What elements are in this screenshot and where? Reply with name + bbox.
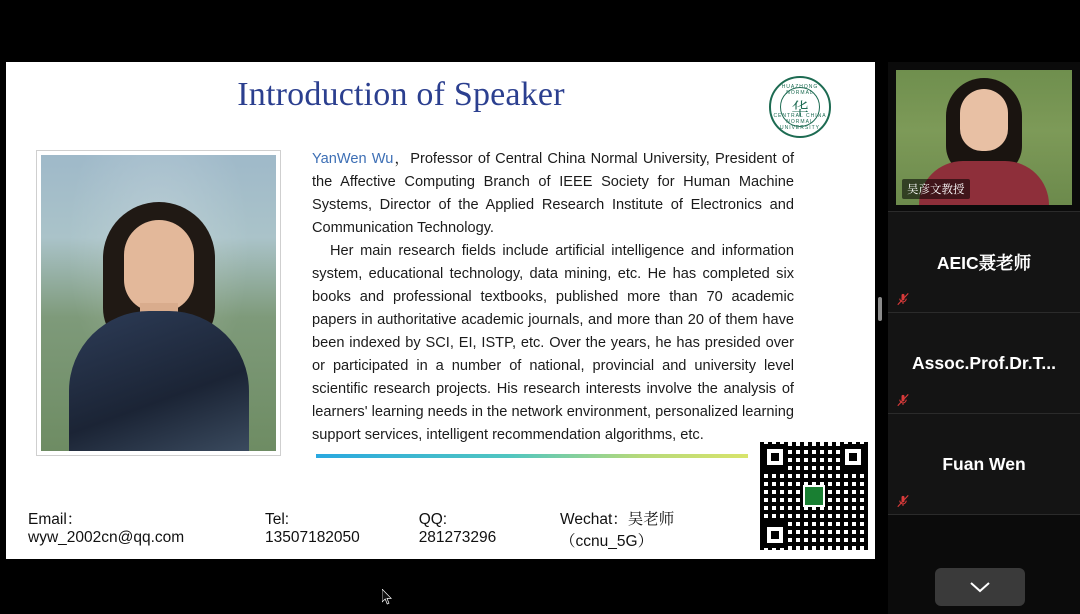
mic-muted-icon <box>896 393 910 407</box>
contact-tel: Tel: 13507182050 <box>264 511 360 546</box>
contact-wechat: Wechat：吴老师（ccnu_5G） <box>560 511 675 550</box>
speaker-bio <box>312 148 794 447</box>
gradient-divider <box>316 454 748 458</box>
panel-drag-handle[interactable] <box>878 297 882 321</box>
participant-tile-audio[interactable] <box>888 313 1080 414</box>
participant-name-badge: 吴彦文教授 <box>902 179 970 199</box>
shared-screen-slide[interactable] <box>6 62 875 559</box>
slide-title: Introduction of Speaker <box>237 76 565 113</box>
participant-video-feed <box>896 70 1072 205</box>
speaker-name: YanWen Wu <box>312 151 394 167</box>
top-black-bar <box>0 0 1080 62</box>
bio-paragraph-1: ，Professor of Central China Normal University, President of the Affective Computing Branch of IEEE Society for Human Machine Systems, Director of the Applied Research Institute of Electronics and Communication Technology. <box>312 151 794 236</box>
mic-muted-icon <box>896 292 910 306</box>
university-seal-icon <box>769 76 831 138</box>
participant-name: AEIC聂老师 <box>936 252 1032 273</box>
seal-glyph: 华 <box>780 87 820 127</box>
participant-tile-audio[interactable] <box>888 212 1080 313</box>
scroll-down-button[interactable] <box>935 568 1025 606</box>
portrait-image <box>41 155 276 451</box>
contact-line <box>28 507 758 551</box>
seal-top-text: HUAZHONG NORMAL <box>781 84 819 96</box>
wechat-qr-code <box>755 437 873 555</box>
mouse-cursor-icon <box>382 589 392 605</box>
contact-email: Email：wyw_2002cn@qq.com <box>28 511 185 546</box>
participant-name: Assoc.Prof.Dr.T... <box>912 352 1056 373</box>
chevron-down-icon <box>969 581 991 593</box>
seal-bottom-text: CENTRAL CHINA NORMAL UNIVERSITY <box>773 113 827 131</box>
contact-qq: QQ: 281273296 <box>418 511 497 546</box>
participant-name: Fuan Wen <box>942 453 1026 474</box>
participants-strip <box>888 62 1080 614</box>
bio-paragraph-2: Her main research fields include artificial intelligence and information system, educational technology, data mining, etc. He has completed six books and professional textbooks, published more than 70 academic papers in authoritative academic journals, and more than 20 of them have been indexed by SCI, EI, ISTP, etc. Over the years, he has presided over or participated in a number of national, provincial and university level scientific research projects. His research interests involve the analysis of learners' learning needs in the network environment, personalized learning support services, intelligent recommendation algorithms, etc. <box>312 243 794 443</box>
participant-tile-video[interactable] <box>888 62 1080 212</box>
speaker-portrait <box>36 150 281 456</box>
mic-muted-icon <box>896 494 910 508</box>
participant-tile-audio[interactable] <box>888 414 1080 515</box>
